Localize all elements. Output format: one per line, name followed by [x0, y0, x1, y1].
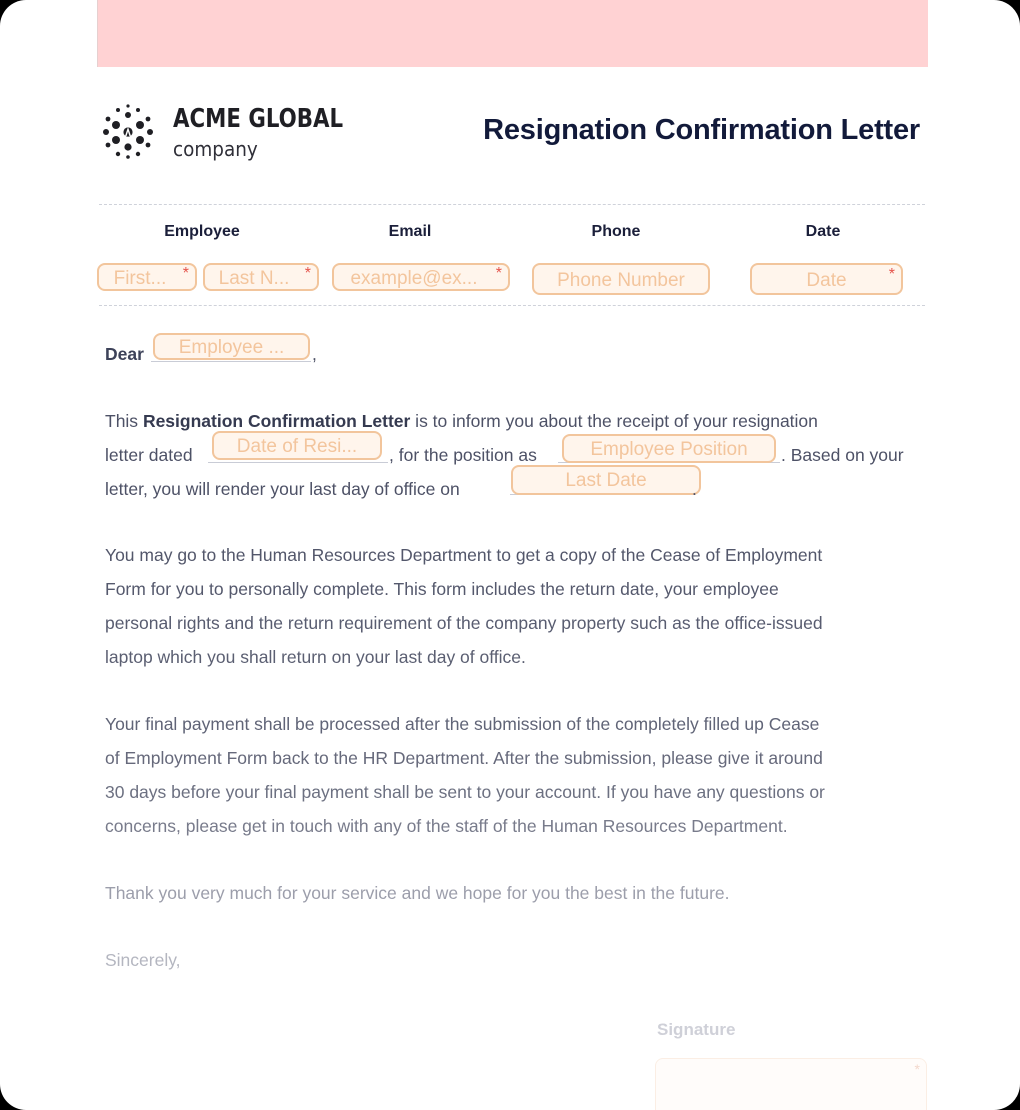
first-name-input[interactable] [97, 263, 197, 291]
required-asterisk: * [914, 1061, 920, 1077]
last-name-placeholder: Last N... [218, 268, 290, 289]
bold-letter-title: Resignation Confirmation Letter [142, 411, 411, 431]
p1-line2-end: . Based on your [781, 445, 904, 465]
p3-line: 30 days before your final payment shall be sent to your account. If you have any questions or [105, 782, 825, 802]
p1-line3-end: . [692, 479, 697, 499]
brand-name: ACME GLOBAL [173, 104, 344, 134]
salutation-comma: , [312, 344, 317, 364]
employee-name-placeholder: Employee ... [178, 337, 285, 358]
phone-placeholder: Phone Number [557, 270, 685, 291]
first-name-placeholder: First... [113, 268, 167, 289]
p3-line: concerns, please get in touch with any of the staff of the Human Resources Department. [105, 816, 788, 836]
resignation-date-placeholder: Date of Resi... [236, 436, 358, 457]
employee-label: Employee [164, 223, 240, 240]
p1-line2-middle: , for the position as [389, 445, 537, 465]
required-asterisk: * [888, 266, 895, 283]
closing: Sincerely, [105, 950, 181, 970]
document-title: Resignation Confirmation Letter [483, 114, 920, 146]
employee-name-input[interactable] [153, 333, 310, 360]
p3-line: Your final payment shall be processed after the submission of the completely filled up Cease [105, 714, 820, 734]
p2-line: personal rights and the return requirement of the company property such as the office-issued [105, 613, 823, 633]
position-input[interactable] [562, 434, 776, 463]
date-label: Date [805, 223, 841, 240]
thank-you-line: Thank you very much for your service and we hope for you the best in the future. [105, 883, 730, 903]
p1-line1: This Resignation Confirmation Letter is to inform you about the receipt of your resignation [105, 411, 818, 431]
phone-input[interactable] [532, 263, 710, 295]
position-placeholder: Employee Position [590, 439, 748, 460]
p2-line: Form for you to personally complete. This form includes the return date, your employee [105, 579, 779, 599]
p2-line: laptop which you shall return on your last day of office. [105, 647, 526, 667]
email-placeholder: example@ex... [350, 268, 478, 289]
divider [99, 305, 925, 306]
signature-label: Signature [657, 1020, 736, 1039]
phone-label: Phone [591, 223, 641, 240]
brand-subtitle: company [173, 137, 258, 161]
date-input[interactable] [750, 263, 903, 295]
divider [99, 204, 925, 205]
date-placeholder: Date [806, 270, 847, 291]
required-asterisk: * [304, 265, 311, 282]
header-banner [97, 0, 928, 67]
last-name-input[interactable] [203, 263, 319, 291]
required-asterisk: * [495, 265, 502, 282]
last-date-input[interactable] [511, 465, 701, 495]
last-date-placeholder: Last Date [565, 470, 647, 491]
resignation-date-underline [208, 462, 388, 463]
resignation-date-input[interactable] [212, 431, 382, 460]
p1-line3-start: letter, you will render your last day of office on [105, 479, 460, 499]
p2-line: You may go to the Human Resources Department to get a copy of the Cease of Employment [105, 545, 823, 565]
salutation: Dear [105, 344, 144, 364]
signature-pad[interactable] [655, 1058, 927, 1110]
employee-name-underline [151, 361, 311, 362]
p3-line: of Employment Form back to the HR Department. After the submission, please give it around [105, 748, 823, 768]
required-asterisk: * [182, 265, 189, 282]
email-label: Email [388, 223, 432, 240]
company-logo-globe-icon [99, 103, 157, 161]
p1-line2-start: letter dated [105, 445, 193, 465]
email-input[interactable] [332, 263, 510, 291]
